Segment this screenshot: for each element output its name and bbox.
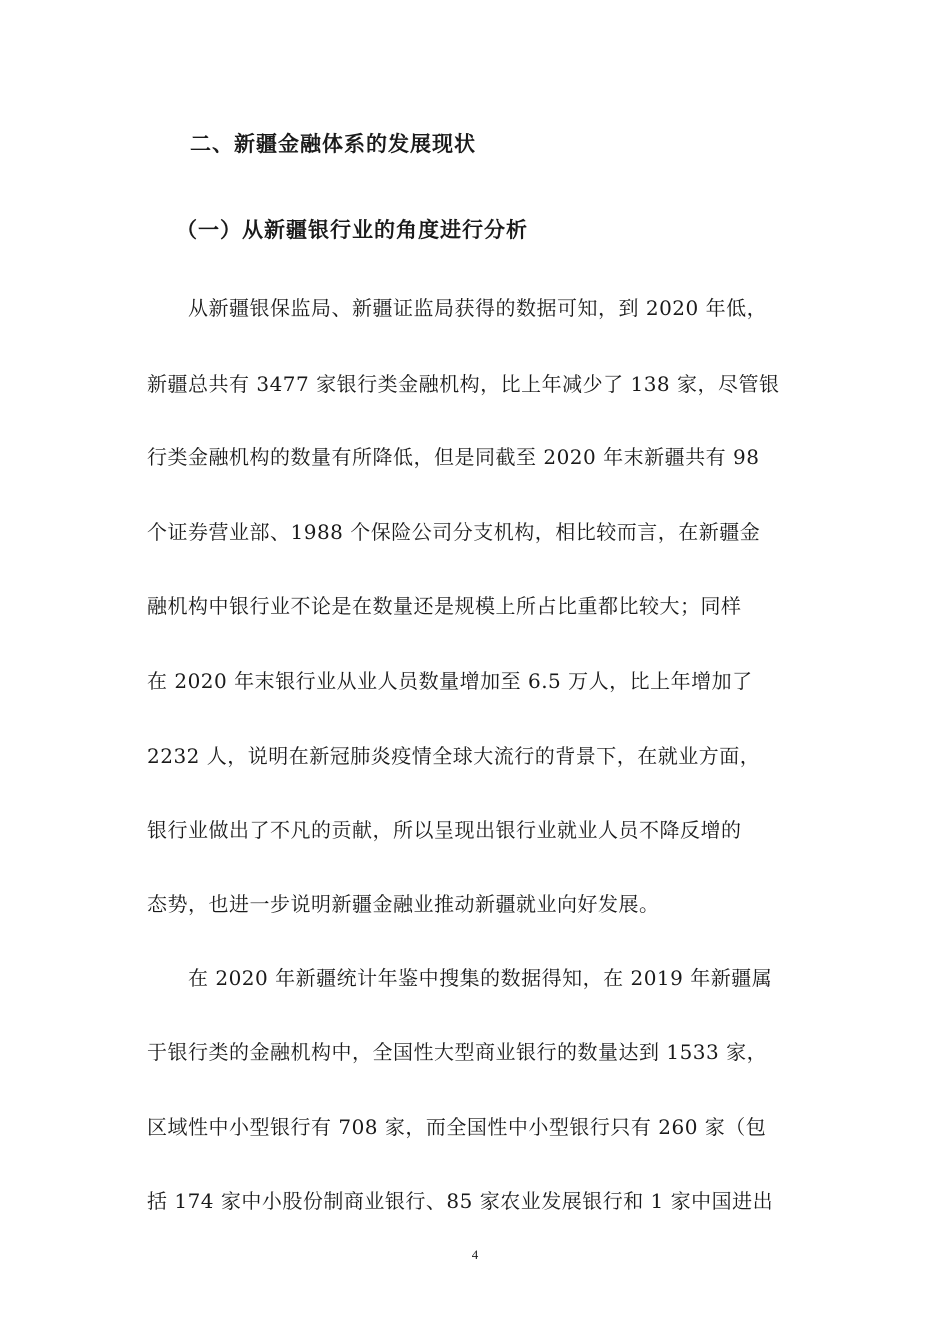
paragraph-line: 新疆总共有 3477 家银行类金融机构，比上年减少了 138 家，尽管银: [147, 372, 780, 396]
section-heading: 二、新疆金融体系的发展现状: [190, 132, 476, 156]
paragraph-line: 从新疆银保监局、新疆证监局获得的数据可知，到 2020 年低，: [147, 296, 768, 320]
paragraph-line: 括 174 家中小股份制商业银行、85 家农业发展银行和 1 家中国进出: [147, 1189, 774, 1213]
subsection-heading: （一）从新疆银行业的角度进行分析: [176, 218, 528, 242]
paragraph-line: 个证券营业部、1988 个保险公司分支机构，相比较而言，在新疆金: [147, 520, 761, 544]
paragraph-line: 于银行类的金融机构中，全国性大型商业银行的数量达到 1533 家，: [147, 1040, 768, 1064]
paragraph-line: 行类金融机构的数量有所降低，但是同截至 2020 年末新疆共有 98: [147, 445, 760, 469]
paragraph-line: 态势，也进一步说明新疆金融业推动新疆就业向好发展。: [147, 892, 660, 916]
paragraph-line: 区域性中小型银行有 708 家，而全国性中小型银行只有 260 家（包: [147, 1115, 767, 1139]
paragraph-line: 在 2020 年末银行业从业人员数量增加至 6.5 万人，比上年增加了: [147, 669, 753, 693]
paragraph-line: 2232 人，说明在新冠肺炎疫情全球大流行的背景下，在就业方面，: [147, 744, 761, 768]
paragraph-line: 融机构中银行业不论是在数量还是规模上所占比重都比较大；同样: [147, 594, 742, 618]
paragraph-line: 在 2020 年新疆统计年鉴中搜集的数据得知，在 2019 年新疆属: [147, 966, 773, 990]
page-number: 4: [471, 1247, 479, 1262]
paragraph-line: 银行业做出了不凡的贡献，所以呈现出银行业就业人员不降反增的: [147, 818, 742, 842]
